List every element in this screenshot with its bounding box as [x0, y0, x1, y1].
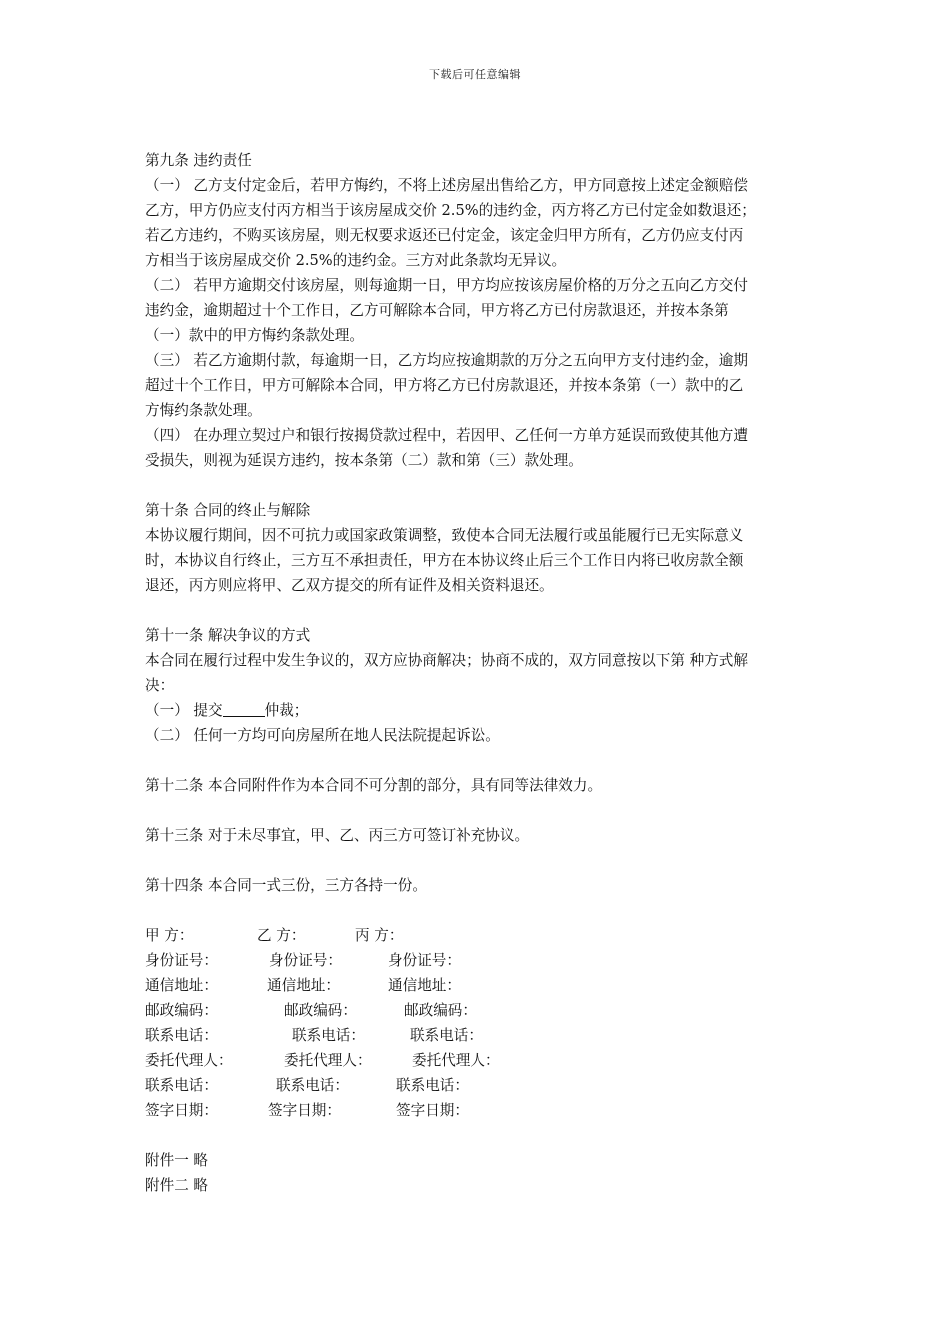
party-c-field: 委托代理人：	[412, 1052, 500, 1069]
signature-row	[145, 1073, 809, 1098]
clause-line: 本协议履行期间，因不可抗力或国家政策调整，致使本合同无法履行或虽能履行已无实际意义	[145, 527, 744, 544]
signature-row	[145, 973, 809, 998]
clause-line: （四） 在办理立契过户和银行按揭贷款过程中，若因甲、乙任何一方单方延误而致使其他方遭	[145, 427, 748, 444]
signature-row	[145, 1098, 809, 1123]
attachment-1: 附件一 略	[145, 1152, 209, 1169]
blank-underline	[223, 700, 265, 717]
signature-row	[145, 948, 809, 973]
party-b-field: 乙 方：	[257, 927, 306, 944]
party-a-field: 联系电话：	[145, 1027, 218, 1044]
clause-line: 违约金，逾期超过十个工作日，乙方可解除本合同，甲方将乙方已付房款退还，并按本条第	[145, 302, 729, 319]
party-c-field: 联系电话：	[396, 1077, 469, 1094]
party-c-field: 通信地址：	[388, 977, 461, 994]
party-a-field: 通信地址：	[145, 977, 218, 994]
signature-row	[145, 923, 809, 948]
clause-line: 时，本协议自行终止，三方互不承担责任，甲方在本协议终止后三个工作日内将已收房款全额	[145, 552, 744, 569]
clause-line: 方相当于该房屋成交价 2.5%的违约金。三方对此条款均无异议。	[145, 252, 567, 269]
attachment-2: 附件二 略	[145, 1177, 209, 1194]
signature-block	[145, 923, 809, 1123]
party-b-field: 邮政编码：	[284, 1002, 357, 1019]
article-11-title: 第十一条 解决争议的方式	[145, 627, 311, 644]
arbitration-suffix: 仲裁；	[264, 702, 309, 719]
party-b-field: 通信地址：	[267, 977, 340, 994]
article-12: 第十二条 本合同附件作为本合同不可分割的部分，具有同等法律效力。	[145, 777, 603, 794]
party-a-field: 签字日期：	[145, 1102, 218, 1119]
clause-line: 超过十个工作日，甲方可解除本合同，甲方将乙方已付房款退还，并按本条第（一）款中的乙	[145, 377, 744, 394]
party-c-field: 丙 方：	[355, 927, 404, 944]
party-c-field: 邮政编码：	[404, 1002, 477, 1019]
clause-line: （三） 若乙方逾期付款，每逾期一日，乙方均应按逾期款的万分之五向甲方支付违约金，逾期	[145, 352, 748, 369]
arbitration-clause	[145, 698, 809, 723]
clause-line: 若乙方违约，不购买该房屋，则无权要求返还已付定金，该定金归甲方所有，乙方仍应支付丙	[145, 227, 744, 244]
clause-line: （一） 乙方支付定金后，若甲方悔约，不将上述房屋出售给乙方，甲方同意按上述定金额赔偿	[145, 177, 748, 194]
arbitration-prefix: （一） 提交	[145, 702, 223, 719]
article-10-title: 第十条 合同的终止与解除	[145, 502, 311, 519]
party-b-field: 身份证号：	[269, 952, 342, 969]
party-c-field: 身份证号：	[388, 952, 461, 969]
clause-line: （一）款中的甲方悔约条款处理。	[145, 327, 364, 344]
article-14: 第十四条 本合同一式三份，三方各持一份。	[145, 877, 427, 894]
signature-row	[145, 998, 809, 1023]
party-a-field: 委托代理人：	[145, 1052, 233, 1069]
contract-body	[145, 148, 809, 1198]
page-header: 下载后可任意编辑	[429, 68, 521, 81]
party-a-field: 联系电话：	[145, 1077, 218, 1094]
party-a-field: 甲 方：	[145, 927, 194, 944]
clause-line: 方悔约条款处理。	[145, 402, 262, 419]
party-c-field: 签字日期：	[396, 1102, 469, 1119]
party-b-field: 联系电话：	[276, 1077, 349, 1094]
clause-line: （二） 任何一方均可向房屋所在地人民法院提起诉讼。	[145, 727, 500, 744]
party-b-field: 联系电话：	[292, 1027, 365, 1044]
party-a-field: 邮政编码：	[145, 1002, 218, 1019]
article-13: 第十三条 对于未尽事宜，甲、乙、丙三方可签订补充协议。	[145, 827, 530, 844]
clause-line: 受损失，则视为延误方违约，按本条第（二）款和第（三）款处理。	[145, 452, 583, 469]
clause-line: 本合同在履行过程中发生争议的，双方应协商解决；协商不成的，双方同意按以下第 种方式解	[145, 652, 748, 669]
party-a-field: 身份证号：	[145, 952, 218, 969]
signature-row	[145, 1048, 809, 1073]
party-b-field: 签字日期：	[268, 1102, 341, 1119]
signature-row	[145, 1023, 809, 1048]
clause-line: 乙方，甲方仍应支付丙方相当于该房屋成交价 2.5%的违约金，丙方将乙方已付定金如数退还；	[145, 202, 756, 219]
clause-line: 决：	[145, 677, 175, 694]
clause-line: （二） 若甲方逾期交付该房屋，则每逾期一日，甲方均应按该房屋价格的万分之五向乙方交付	[145, 277, 748, 294]
party-b-field: 委托代理人：	[284, 1052, 372, 1069]
clause-line: 退还，丙方则应将甲、乙双方提交的所有证件及相关资料退还。	[145, 577, 554, 594]
party-c-field: 联系电话：	[410, 1027, 483, 1044]
article-9-title: 第九条 违约责任	[145, 152, 252, 169]
